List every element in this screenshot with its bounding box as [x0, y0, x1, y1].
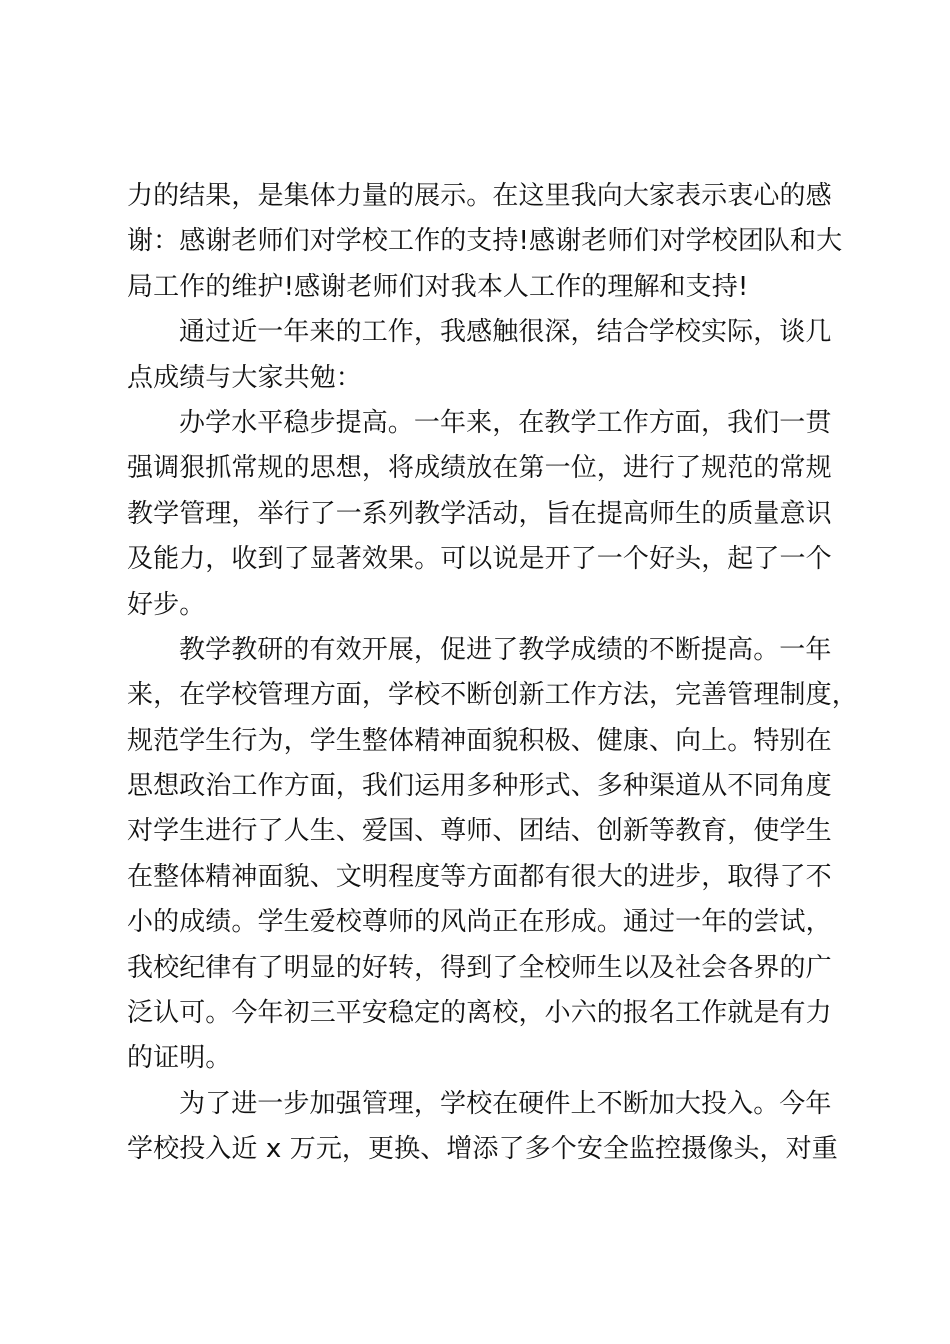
text-line: 泛认可。今年初三平安稳定的离校，小六的报名工作就是有力 [127, 998, 832, 1029]
text-line: 规范学生行为，学生整体精神面貌积极、健康、向上。特别在 [127, 725, 832, 756]
text-line: 的证明。 [127, 1043, 232, 1074]
text-line: 教学教研的有效开展，促进了教学成绩的不断提高。一年 [179, 634, 832, 665]
text-line: 强调狠抓常规的思想，将成绩放在第一位，进行了规范的常规 [127, 453, 832, 484]
text-line: 思想政治工作方面，我们运用多种形式、多种渠道从不同角度 [127, 771, 832, 802]
body-text [127, 174, 858, 1173]
text-line: 通过近一年来的工作，我感触很深，结合学校实际，谈几 [179, 317, 832, 348]
text-line: 谢：感谢老师们对学校工作的支持!感谢老师们对学校团队和大 [127, 226, 843, 257]
text-line: 为了进一步加强管理，学校在硬件上不断加大投入。今年 [179, 1088, 832, 1119]
text-line: 来，在学校管理方面，学校不断创新工作方法，完善管理制度， [127, 680, 858, 711]
text-line: 学校投入近 x 万元，更换、增添了多个安全监控摄像头，对重 [127, 1134, 838, 1165]
text-line: 我校纪律有了明显的好转，得到了全校师生以及社会各界的广 [127, 952, 832, 983]
text-line: 教学管理，举行了一系列教学活动，旨在提高师生的质量意识 [127, 498, 832, 529]
text-line: 力的结果，是集体力量的展示。在这里我向大家表示衷心的感 [127, 181, 832, 211]
text-line: 小的成绩。学生爱校尊师的风尚正在形成。通过一年的尝试， [127, 907, 832, 938]
text-line: 点成绩与大家共勉： [127, 362, 362, 393]
text-line: 及能力，收到了显著效果。可以说是开了一个好头，起了一个 [127, 544, 832, 575]
text-line: 好步。 [127, 589, 206, 620]
text-line: 对学生进行了人生、爱国、尊师、团结、创新等教育，使学生 [127, 816, 832, 847]
text-line: 办学水平稳步提高。一年来，在教学工作方面，我们一贯 [179, 407, 832, 438]
text-line: 局工作的维护!感谢老师们对我本人工作的理解和支持! [127, 271, 749, 302]
text-line: 在整体精神面貌、文明程度等方面都有很大的进步，取得了不 [127, 861, 832, 892]
